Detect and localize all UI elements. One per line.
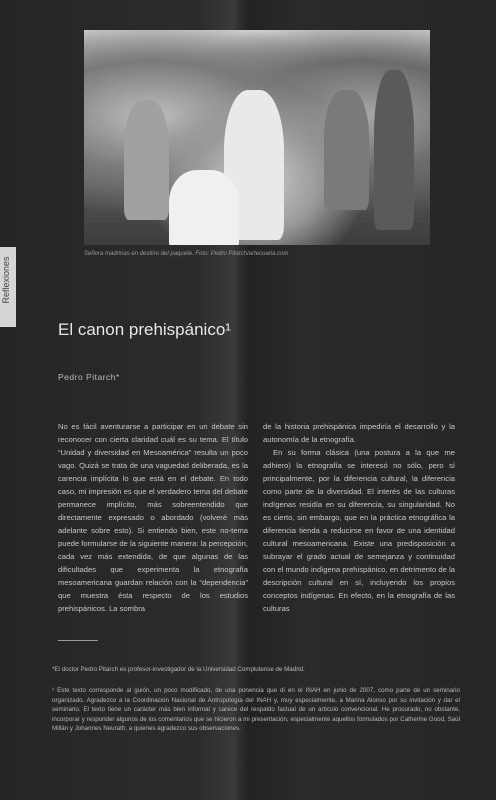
body-column-left xyxy=(58,420,248,615)
article-title: El canon prehispánico¹ xyxy=(58,320,231,339)
body-paragraph: No es fácil aventurarse a participar en un debate sin reconocer con cierta claridad cuál es su tema. El título “Unidad y diversidad en Mesoamérica” resulta un poco vago. Quizá se trata de una vaguedad deliberada, es la carencia implícita lo que está en el debate. En todo caso, mi impresión es que el verdadero tema del debate permanece implícito, más sobreentendido que directamente expresado o abordado (volveré más adelante sobre esto). Si entiendo bien, este no-tema puede formularse de la siguiente manera: la percepción, cada vez más extendida, de que algunas de las dificultades que experimenta la etnografía mesoamericana guardan relación con la “dependencia” que muestra ésta respecto de los estudios prehispánicos. La sombra xyxy=(58,422,248,613)
photo-figure-far-right xyxy=(374,70,414,230)
article-author: Pedro Pitarch* xyxy=(58,372,120,382)
body-column-right xyxy=(263,420,455,615)
footnote-1: ¹ Este texto corresponde al guión, un poco modificado, de una ponencia que di en el INAH en junio de 2007, como parte de un seminario organizado. Agradezco a la Coordinación Nacional de Antropología del INAH y, muy especialmente, a Marina Alonso por su invitación y dar el seminario. El texto tiene un carácter más bien informal y carece del respaldo factual de un artículo convencional. He procurado, no obstante, incorporar y responder algunos de los comentarios que se hicieron a mi presentación, especialmente aquellos formulados por Catherine Good, Saúl Millán y Johannes Neurath, a quienes agradezco sus observaciones. xyxy=(52,687,460,733)
photo-figure-front xyxy=(169,170,239,245)
footnote-author: *El doctor Pedro Pitarch es profesor-investigador de la Universidad Complutense de Madrid. xyxy=(52,666,305,673)
body-paragraph: En su forma clásica (una postura a la que me adhiero) la etnografía se interesó no sólo, pero sí principalmente, por la diferencia cultural, la diferencia como parte de la diversidad. El interés de las culturas indígenas residía en su diferencia, su singularidad. No es cierto, sin embargo, que en la práctica etnográfica la diferencia tienda a reducirse en favor de una identidad cultural mesoamericana. Existe una predisposición a subrayar el grado actual de semejanza y continuidad con el mundo indígena prehispánico, en detrimento de la descripción cultural en sí, incluyendo los propios conceptos indígenas. En efecto, en la etnografía de las culturas xyxy=(263,448,455,613)
article-photo xyxy=(84,30,430,245)
photo-caption: Señora madrinas en destino del paquete. Foto: Pedro Pitarch/artecuaria.com xyxy=(84,251,289,257)
footnote-rule xyxy=(58,640,98,641)
photo-figure-right xyxy=(324,90,369,210)
body-paragraph: de la historia prehispánica impediría el desarrollo y la autonomía de la etnografía. xyxy=(263,422,455,444)
photo-figure-left xyxy=(124,100,169,220)
section-tab-label: Reflexiones xyxy=(1,256,11,304)
